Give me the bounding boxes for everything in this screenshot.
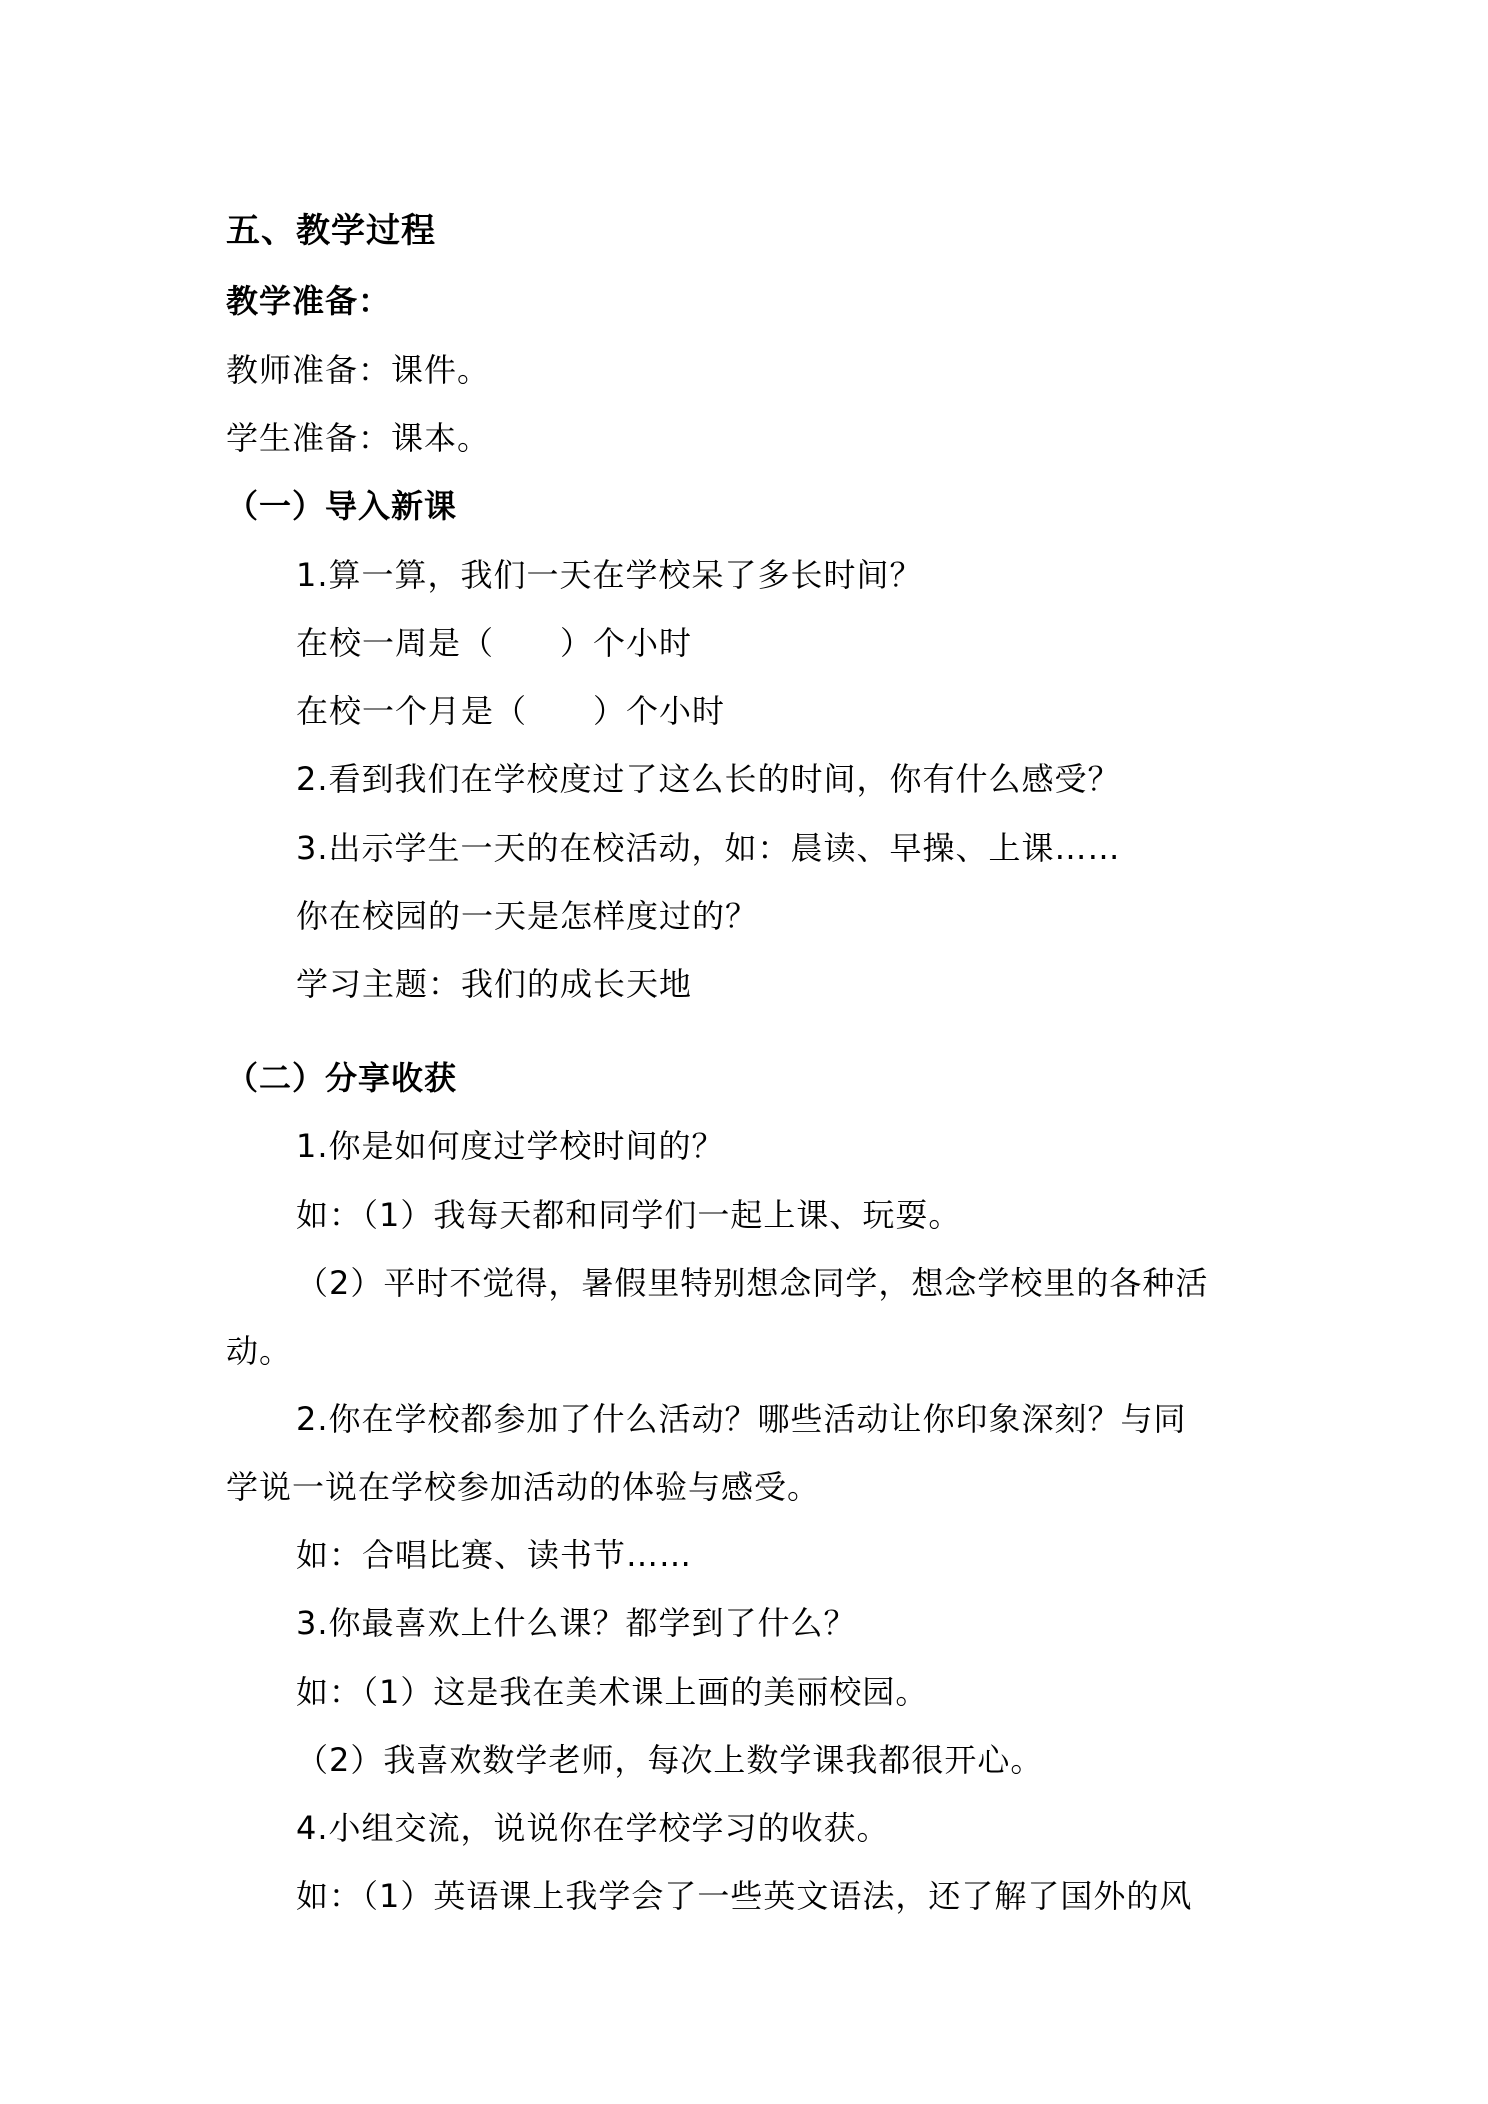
- part1-q3-follow: 你在校园的一天是怎样度过的？: [296, 897, 759, 935]
- part2-q1-example-2-line1: （2）平时不觉得，暑假里特别想念同学，想念学校里的各种活: [296, 1264, 1209, 1302]
- part1-q1: 1.算一算，我们一天在学校呆了多长时间？: [296, 556, 923, 594]
- part2-q1: 1.你是如何度过学校时间的？: [296, 1127, 725, 1165]
- part2-q2-line2: 学说一说在学校参加活动的体验与感受。: [226, 1468, 821, 1506]
- part2-q2-example: 如：合唱比赛、读书节……: [296, 1536, 693, 1574]
- part2-heading: （二）分享收获: [226, 1059, 458, 1097]
- section-title: 五、教学过程: [226, 211, 436, 251]
- part2-q4-example-1: 如：（1）英语课上我学会了一些英文语法，还了解了国外的风: [296, 1877, 1193, 1915]
- part1-heading: （一）导入新课: [226, 487, 458, 525]
- student-prep: 学生准备：课本。: [226, 419, 491, 457]
- part1-theme: 学习主题：我们的成长天地: [296, 965, 693, 1003]
- prep-heading: 教学准备：: [226, 282, 392, 320]
- part1-q1-week: 在校一周是（ ）个小时: [296, 624, 693, 662]
- part2-q1-example-1: 如：（1）我每天都和同学们一起上课、玩耍。: [296, 1196, 962, 1234]
- teacher-prep: 教师准备：课件。: [226, 351, 491, 389]
- part2-q4: 4.小组交流，说说你在学校学习的收获。: [296, 1809, 890, 1847]
- part2-q2-line1: 2.你在学校都参加了什么活动？哪些活动让你印象深刻？与同: [296, 1400, 1187, 1438]
- part1-q3: 3.出示学生一天的在校活动，如：晨读、早操、上课……: [296, 829, 1121, 867]
- part2-q3-example-2: （2）我喜欢数学老师，每次上数学课我都很开心。: [296, 1741, 1044, 1779]
- part2-q1-example-2-line2: 动。: [226, 1332, 293, 1370]
- part2-q3: 3.你最喜欢上什么课？都学到了什么？: [296, 1604, 857, 1642]
- part1-q1-month: 在校一个月是（ ）个小时: [296, 692, 726, 730]
- part1-q2: 2.看到我们在学校度过了这么长的时间，你有什么感受？: [296, 760, 1121, 798]
- part2-q3-example-1: 如：（1）这是我在美术课上画的美丽校园。: [296, 1673, 929, 1711]
